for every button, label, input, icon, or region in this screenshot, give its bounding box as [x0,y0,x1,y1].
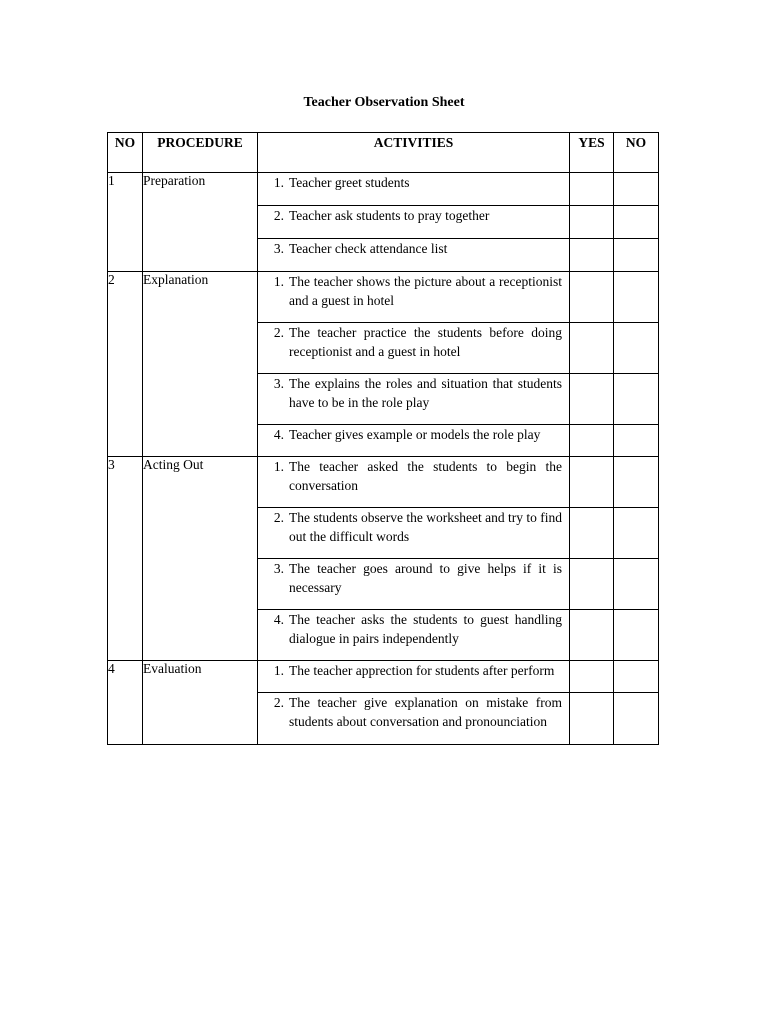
activity-item [258,457,569,495]
activity-number: 3. [273,561,284,576]
table-row [108,457,659,508]
table-row [108,661,659,693]
header-procedure: PROCEDURE [143,133,258,173]
no-checkbox-cell[interactable] [614,508,659,559]
yes-checkbox-cell[interactable] [570,323,614,374]
activity-item [258,425,569,444]
section-procedure: Acting Out [143,457,258,661]
activity-text: The teacher goes around to give helps if it is necessary [289,561,562,595]
no-checkbox-cell[interactable] [614,173,659,206]
activity-number: 2. [273,325,284,340]
activity-item [258,661,569,680]
yes-checkbox-cell[interactable] [570,239,614,272]
activity-text: The teacher shows the picture about a receptionist and a guest in hotel [289,274,562,308]
activity-number: 2. [273,510,284,525]
activity-number: 4. [273,612,284,627]
activity-item [258,173,569,192]
no-checkbox-cell[interactable] [614,661,659,693]
activity-item [258,323,569,361]
section-number: 2 [108,272,143,457]
section-procedure: Explanation [143,272,258,457]
activity-number: 2. [273,695,284,710]
activity-item [258,610,569,648]
yes-checkbox-cell[interactable] [570,173,614,206]
activity-item [258,508,569,546]
section-procedure: Evaluation [143,661,258,745]
yes-checkbox-cell[interactable] [570,610,614,661]
no-checkbox-cell[interactable] [614,693,659,745]
no-checkbox-cell[interactable] [614,239,659,272]
no-checkbox-cell[interactable] [614,323,659,374]
activity-text: The teacher asked the students to begin the conversation [289,459,562,493]
activity-text: Teacher greet students [289,175,410,190]
activity-cell [258,239,570,272]
activity-cell [258,457,570,508]
activity-item [258,374,569,412]
activity-item [258,272,569,310]
yes-checkbox-cell[interactable] [570,508,614,559]
table-header-row [108,133,659,173]
activity-cell [258,206,570,239]
yes-checkbox-cell[interactable] [570,425,614,457]
yes-checkbox-cell[interactable] [570,693,614,745]
activity-text: The students observe the worksheet and try to find out the difficult words [289,510,562,544]
observation-table [107,132,659,745]
activity-number: 4. [273,427,284,442]
activity-item [258,206,569,225]
section-procedure: Preparation [143,173,258,272]
activity-number: 1. [273,663,284,678]
activity-cell [258,693,570,745]
activity-text: The teacher practice the students before doing receptionist and a guest in hotel [289,325,562,359]
header-no-check: NO [614,133,659,173]
yes-checkbox-cell[interactable] [570,661,614,693]
activity-text: Teacher ask students to pray together [289,208,490,223]
activity-cell [258,173,570,206]
document-title: Teacher Observation Sheet [303,95,465,110]
activity-cell [258,323,570,374]
activity-item [258,239,569,258]
yes-checkbox-cell[interactable] [570,206,614,239]
activity-cell [258,661,570,693]
section-number: 3 [108,457,143,661]
section-number: 4 [108,661,143,745]
table-row [108,173,659,206]
activity-cell [258,508,570,559]
activity-number: 1. [273,459,284,474]
header-no: NO [108,133,143,173]
activity-text: The teacher apprection for students after perform [289,663,555,678]
no-checkbox-cell[interactable] [614,425,659,457]
activity-item [258,559,569,597]
activity-text: The explains the roles and situation that students have to be in the role play [289,376,562,410]
activity-number: 2. [273,208,284,223]
activity-item [258,693,569,731]
activity-text: Teacher check attendance list [289,241,448,256]
activity-number: 3. [273,241,284,256]
section-number: 1 [108,173,143,272]
activity-cell [258,272,570,323]
activity-cell [258,374,570,425]
activity-text: The teacher asks the students to guest handling dialogue in pairs independently [289,612,562,646]
activity-cell [258,610,570,661]
activity-text: The teacher give explanation on mistake from students about conversation and pronounciation [289,695,562,729]
no-checkbox-cell[interactable] [614,206,659,239]
table-row [108,272,659,323]
yes-checkbox-cell[interactable] [570,374,614,425]
activity-number: 1. [273,175,284,190]
yes-checkbox-cell[interactable] [570,457,614,508]
activity-text: Teacher gives example or models the role play [289,427,541,442]
yes-checkbox-cell[interactable] [570,559,614,610]
header-activities: ACTIVITIES [258,133,570,173]
activity-number: 3. [273,376,284,391]
header-yes: YES [570,133,614,173]
activity-number: 1. [273,274,284,289]
activity-cell [258,425,570,457]
no-checkbox-cell[interactable] [614,272,659,323]
no-checkbox-cell[interactable] [614,374,659,425]
yes-checkbox-cell[interactable] [570,272,614,323]
no-checkbox-cell[interactable] [614,559,659,610]
no-checkbox-cell[interactable] [614,610,659,661]
activity-cell [258,559,570,610]
no-checkbox-cell[interactable] [614,457,659,508]
